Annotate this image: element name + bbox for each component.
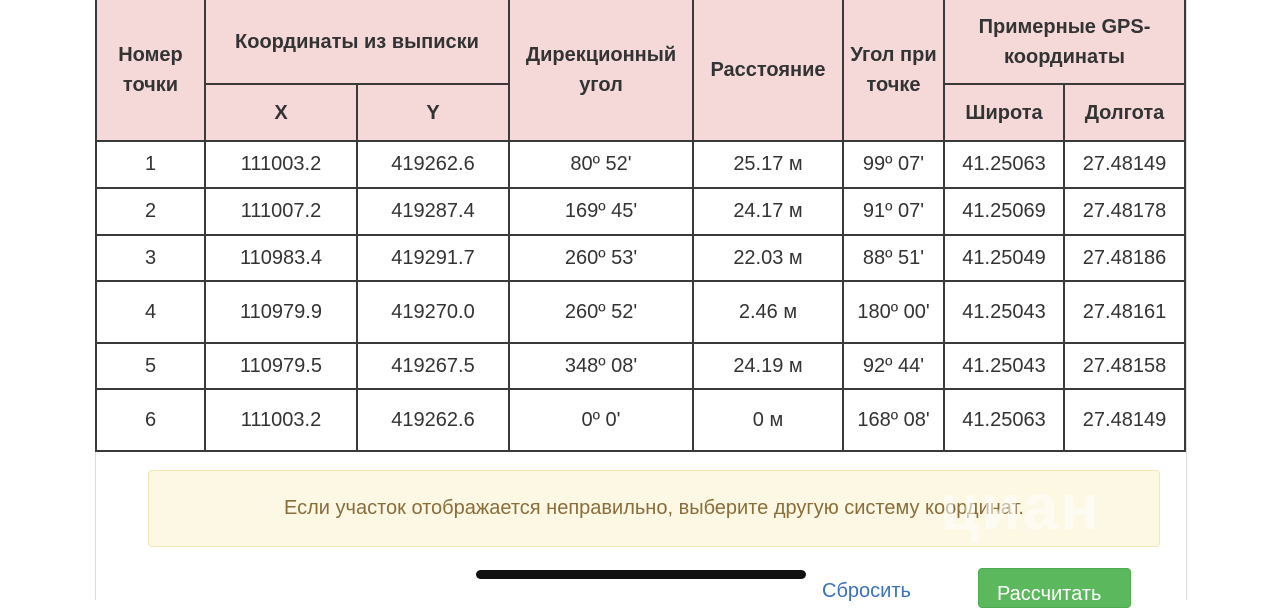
cell-latitude: 41.25043	[944, 281, 1064, 343]
coordinates-table	[95, 0, 1186, 452]
cell-angle-at-point: 92º 44'	[843, 343, 944, 389]
cell-longitude: 27.48149	[1064, 141, 1185, 188]
cell-x	[205, 281, 357, 343]
table-row	[96, 235, 1185, 281]
cell-y-value: 419267.5	[391, 354, 475, 377]
cell-y	[357, 343, 509, 389]
header-x: X	[205, 84, 357, 141]
cell-angle-at-point: 99º 07'	[843, 141, 944, 188]
cell-point-number: 4	[96, 281, 205, 343]
warning-text: Если участок отображается неправильно, выберите другую систему координат.	[284, 497, 1024, 519]
cell-angle-at-point: 88º 51'	[843, 235, 944, 281]
cell-point-number: 3	[96, 235, 205, 281]
cell-x	[205, 343, 357, 389]
cell-x-value: 110979.9	[240, 300, 322, 323]
cell-latitude: 41.25063	[944, 141, 1064, 188]
cell-x-value: 110979.5	[240, 354, 322, 377]
cell-direction-angle: 169º 45'	[509, 188, 693, 235]
cell-distance: 24.19 м	[693, 343, 843, 389]
cell-latitude: 41.25043	[944, 343, 1064, 389]
cell-longitude: 27.48186	[1064, 235, 1185, 281]
cell-distance: 25.17 м	[693, 141, 843, 188]
header-latitude: Широта	[944, 84, 1064, 141]
cell-x-value: 111007.2	[240, 200, 322, 223]
cell-angle-at-point: 168º 08'	[843, 389, 944, 451]
cian-watermark: циан	[940, 471, 1101, 543]
cell-distance: 0 м	[693, 389, 843, 451]
header-y: Y	[357, 84, 509, 141]
cell-y-value: 419287.4	[391, 200, 475, 223]
cell-x-value: 111003.2	[240, 153, 322, 176]
cell-point-number: 2	[96, 188, 205, 235]
cell-x	[205, 235, 357, 281]
header-point-number: Номер точки	[96, 0, 205, 141]
reset-button[interactable]: Сбросить	[822, 580, 911, 602]
cell-direction-angle: 0º 0'	[509, 389, 693, 451]
cell-longitude: 27.48158	[1064, 343, 1185, 389]
cell-distance: 2.46 м	[693, 281, 843, 343]
header-distance: Расстояние	[693, 0, 843, 141]
cell-point-number: 6	[96, 389, 205, 451]
cell-x	[205, 389, 357, 451]
table-row	[96, 281, 1185, 343]
cell-distance: 22.03 м	[693, 235, 843, 281]
cell-y	[357, 281, 509, 343]
cell-y	[357, 141, 509, 188]
header-coords-group: Координаты из выписки	[205, 0, 509, 84]
cell-angle-at-point: 180º 00'	[843, 281, 944, 343]
cell-direction-angle: 260º 53'	[509, 235, 693, 281]
cell-direction-angle: 260º 52'	[509, 281, 693, 343]
cell-y-value: 419262.6	[391, 153, 475, 176]
cell-x	[205, 188, 357, 235]
cell-y	[357, 235, 509, 281]
cell-x	[205, 141, 357, 188]
cell-y-value: 419270.0	[391, 300, 475, 323]
cell-x-value: 111003.2	[240, 408, 322, 431]
cell-x-value: 110983.4	[240, 246, 322, 269]
cell-longitude: 27.48178	[1064, 188, 1185, 235]
cell-angle-at-point: 91º 07'	[843, 188, 944, 235]
header-direction-angle: Дирекционный угол	[509, 0, 693, 141]
cell-y-value: 419291.7	[391, 246, 475, 269]
cell-y	[357, 188, 509, 235]
cell-latitude: 41.25049	[944, 235, 1064, 281]
table-row	[96, 343, 1185, 389]
calculate-button[interactable]: Рассчитать	[978, 568, 1131, 608]
header-longitude: Долгота	[1064, 84, 1185, 141]
cell-direction-angle: 80º 52'	[509, 141, 693, 188]
cell-latitude: 41.25063	[944, 389, 1064, 451]
table-row	[96, 188, 1185, 235]
header-angle-at-point: Угол при точке	[843, 0, 944, 141]
cell-point-number: 5	[96, 343, 205, 389]
cell-latitude: 41.25069	[944, 188, 1064, 235]
cell-y	[357, 389, 509, 451]
cell-distance: 24.17 м	[693, 188, 843, 235]
cell-point-number: 1	[96, 141, 205, 188]
header-gps-group: Примерные GPS-координаты	[944, 0, 1185, 84]
cell-longitude: 27.48161	[1064, 281, 1185, 343]
cell-y-value: 419262.6	[391, 408, 475, 431]
table-row	[96, 389, 1185, 451]
home-indicator[interactable]	[476, 570, 806, 579]
cell-longitude: 27.48149	[1064, 389, 1185, 451]
cell-direction-angle: 348º 08'	[509, 343, 693, 389]
table-row	[96, 141, 1185, 188]
